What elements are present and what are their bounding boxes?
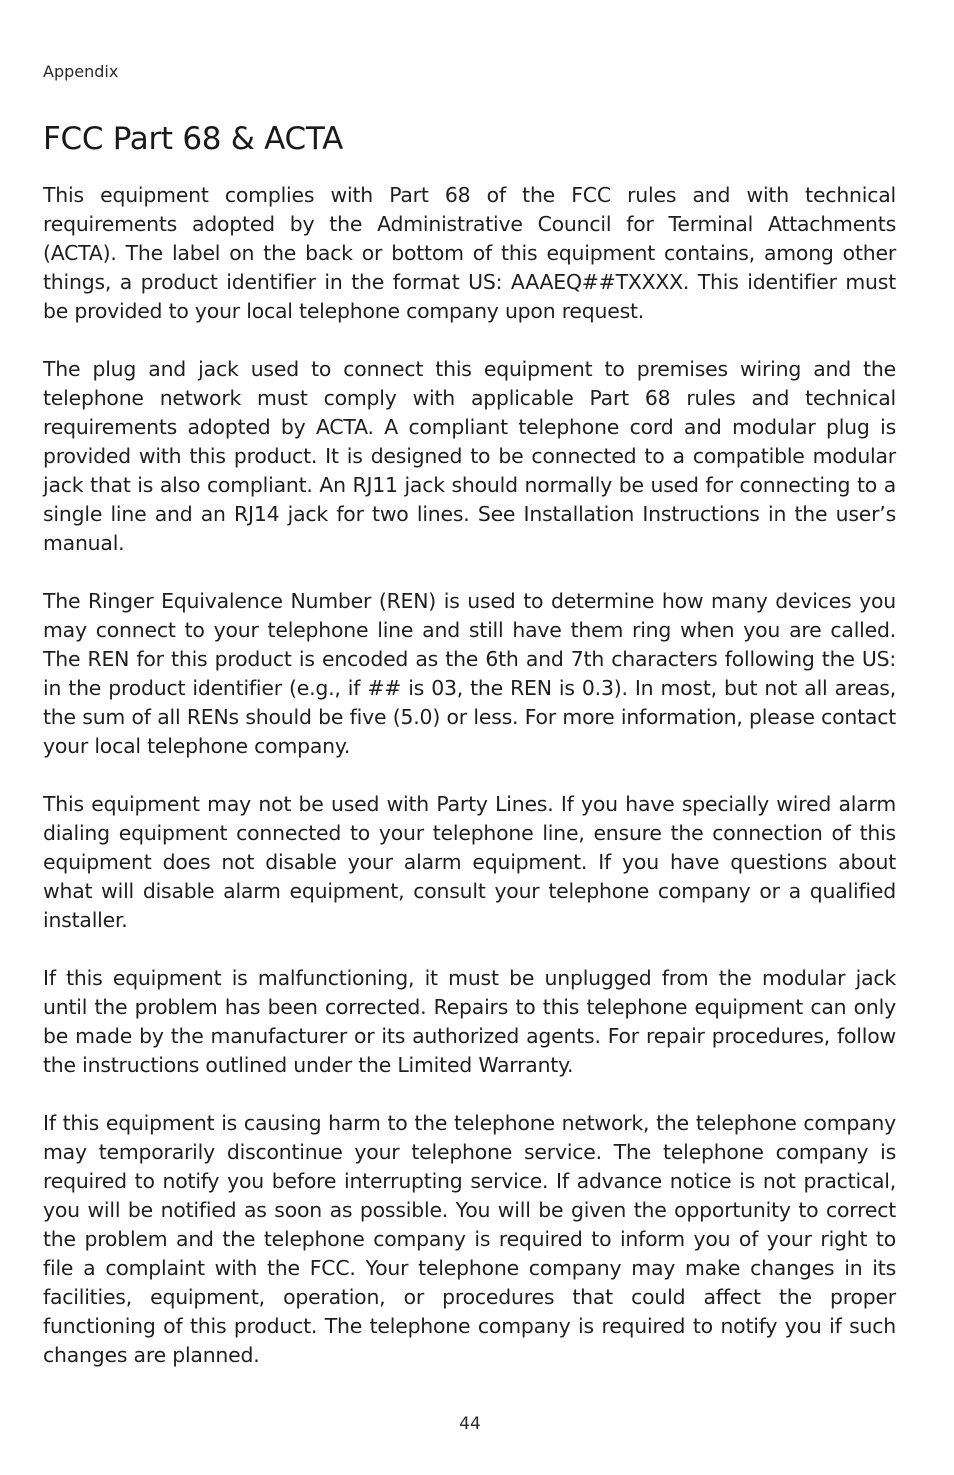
body-text: [43, 181, 896, 1370]
paragraph-malfunction: If this equipment is malfunctioning, it must be unplugged from the modular jack until the problem has been corrected. Repairs to this telephone equipment can only be made by the manufacturer or its authorized agents. For repair procedures, follow the instructions outlined under the Limited Warranty.: [43, 966, 896, 1077]
paragraph-fcc-compliance: This equipment complies with Part 68 of the FCC rules and with technical requirements adopted by the Administrative Council for Terminal Attachments (ACTA). The label on the back or bottom of this equipment contains, among other things, a product identifier in the format US: AAAEQ##TXXXX. This identifier must be provided to your local telephone company upon request.: [43, 183, 896, 323]
paragraph-network-harm: If this equipment is causing harm to the telephone network, the telephone company may temporarily discontinue your telephone service. The telephone company is required to notify you before interrupting service. If advance notice is not practical, you will be notified as soon as possible. You will be given the opportunity to correct the problem and the telephone company is required to inform you of your right to file a complaint with the FCC. Your telephone company may make changes in its facilities, equipment, operation, or procedures that could affect the proper functioning of this product. The telephone company is required to notify you if such changes are planned.: [43, 1111, 896, 1367]
running-header: Appendix: [43, 62, 119, 81]
page-title: FCC Part 68 & ACTA: [43, 121, 343, 157]
paragraph-party-lines: This equipment may not be used with Party Lines. If you have specially wired alarm dialing equipment connected to your telephone line, ensure the connection of this equipment does not disable your alarm equipment. If you have questions about what will disable alarm equipment, consult your telephone company or a qualified installer.: [43, 792, 896, 932]
page-number: 44: [459, 1414, 481, 1434]
paragraph-ren: The Ringer Equivalence Number (REN) is used to determine how many devices you may connect to your telephone line and still have them ring when you are called. The REN for this product is encoded as the 6th and 7th characters following the US: in the product identifier (e.g., if ## is 03, the REN is 0.3). In most, but not all areas, the sum of all RENs should be five (5.0) or less. For more information, please contact your local telephone company.: [43, 589, 896, 758]
paragraph-plug-and-jack: The plug and jack used to connect this equipment to premises wiring and the telephone network must comply with applicable Part 68 rules and technical requirements adopted by ACTA. A compliant telephone cord and modular plug is provided with this product. It is designed to be connected to a compatible modular jack that is also compliant. An RJ11 jack should normally be used for connecting to a single line and an RJ14 jack for two lines. See Installation Instructions in the user’s manual.: [43, 357, 896, 555]
